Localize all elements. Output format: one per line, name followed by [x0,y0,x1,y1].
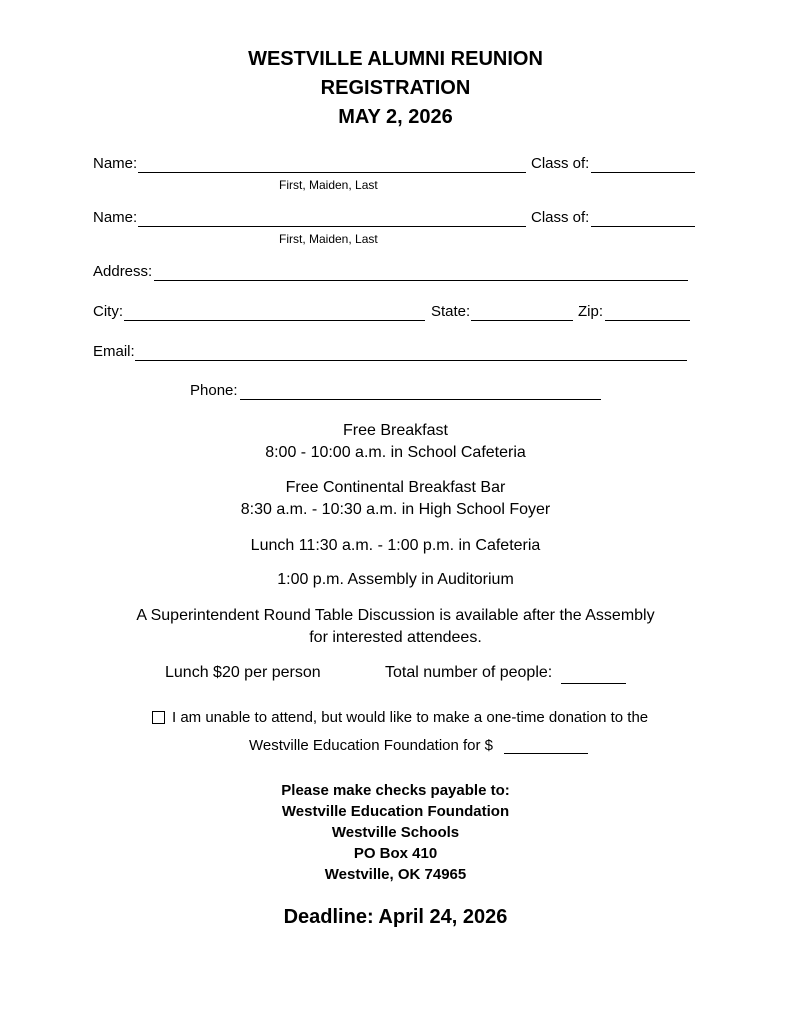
address-label: Address: [93,263,153,280]
title-line-1: WESTVILLE ALUMNI REUNION [248,48,543,70]
phone-label: Phone: [190,382,238,399]
donation-line-2: Westville Education Foundation for $ [249,737,494,754]
name-row-2 [0,209,791,229]
class-of-label: Class of: [531,155,590,172]
class-of-field[interactable] [591,226,695,227]
lunch-info: Lunch 11:30 a.m. - 1:00 p.m. in Cafeteria [250,537,541,554]
phone-field[interactable] [240,399,601,400]
address-field[interactable] [154,280,688,281]
email-label: Email: [93,343,135,360]
class-of-field[interactable] [591,172,695,173]
assembly-info: 1:00 p.m. Assembly in Auditorium [277,571,514,588]
title-line-3: MAY 2, 2026 [338,106,453,128]
address-row [0,263,791,283]
city-state-zip-row [0,303,791,323]
payment-heading: Please make checks payable to: [281,782,510,799]
payment-org: Westville Education Foundation [281,803,510,820]
donation-line-1: I am unable to attend, but would like to make a one-time donation to the [172,709,649,726]
breakfast-time: 8:00 - 10:00 a.m. in School Cafeteria [265,444,526,461]
donation-row-2 [0,737,791,757]
zip-label: Zip: [578,303,604,320]
name-label: Name: [93,155,138,172]
total-people-label: Total number of people: [385,664,553,681]
pricing-row [0,664,791,686]
payment-school: Westville Schools [331,824,460,841]
name-label: Name: [93,209,138,226]
payment-box: PO Box 410 [353,845,438,862]
form-title [0,45,791,132]
continental-title: Free Continental Breakfast Bar [285,479,506,496]
lunch-price: Lunch $20 per person [165,664,321,681]
email-field[interactable] [135,360,687,361]
name-field[interactable] [138,226,526,227]
discussion-line-1: A Superintendent Round Table Discussion is available after the Assembly [136,607,655,624]
name-row-1 [0,155,791,175]
continental-time: 8:30 a.m. - 10:30 a.m. in High School Foyer [240,501,551,518]
city-label: City: [93,303,123,320]
state-label: State: [431,303,471,320]
name-hint: First, Maiden, Last [279,232,378,246]
deadline: Deadline: April 24, 2026 [283,906,508,928]
payment-city: Westville, OK 74965 [324,866,467,883]
discussion-line-2: for interested attendees. [309,629,482,646]
name-hint: First, Maiden, Last [279,178,378,192]
donation-checkbox[interactable] [152,711,165,724]
city-field[interactable] [124,320,425,321]
phone-row [0,382,791,402]
class-of-label: Class of: [531,209,590,226]
state-field[interactable] [471,320,573,321]
name-field[interactable] [138,172,526,173]
email-row [0,343,791,363]
title-line-2: REGISTRATION [320,77,471,99]
donation-amount-field[interactable] [504,753,588,754]
total-people-field[interactable] [561,683,626,684]
zip-field[interactable] [605,320,690,321]
breakfast-title: Free Breakfast [343,422,448,439]
